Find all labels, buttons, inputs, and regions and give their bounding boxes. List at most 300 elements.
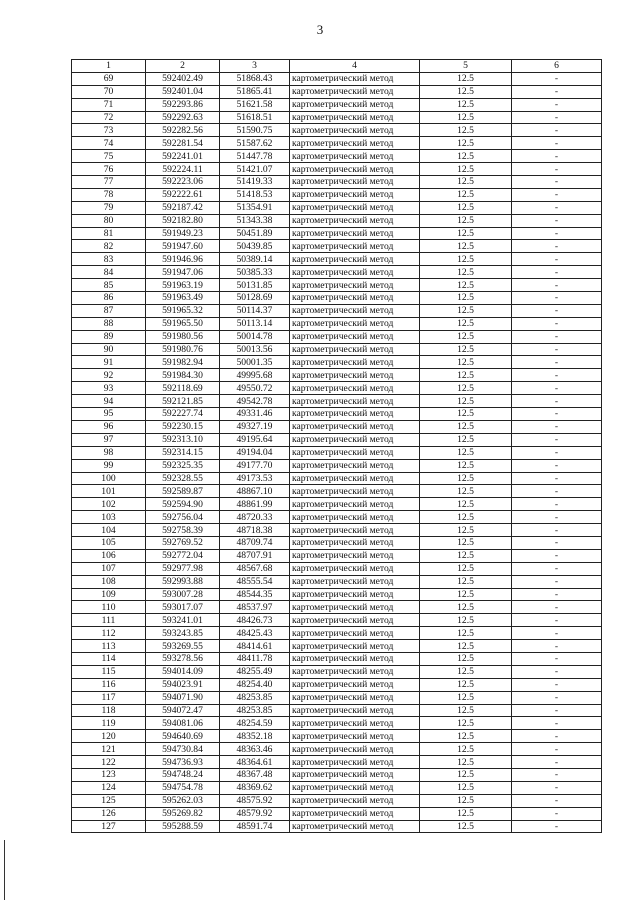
cell-point-number: 91 — [72, 356, 146, 369]
cell-x-coordinate: 594072.47 — [146, 704, 220, 717]
cell-accuracy: 12.5 — [420, 640, 512, 653]
cell-point-number: 95 — [72, 408, 146, 421]
cell-x-coordinate: 594071.90 — [146, 691, 220, 704]
cell-x-coordinate: 595269.82 — [146, 807, 220, 820]
cell-note: - — [512, 369, 602, 382]
cell-accuracy: 12.5 — [420, 446, 512, 459]
table-row — [72, 704, 602, 717]
cell-method: картометрический метод — [290, 408, 420, 421]
cell-method: картометрический метод — [290, 124, 420, 137]
cell-note: - — [512, 201, 602, 214]
cell-y-coordinate: 50128.69 — [220, 292, 290, 305]
cell-x-coordinate: 594023.91 — [146, 678, 220, 691]
table-row — [72, 317, 602, 330]
table-row — [72, 717, 602, 730]
table-row — [72, 343, 602, 356]
cell-method: картометрический метод — [290, 304, 420, 317]
cell-method: картометрический метод — [290, 820, 420, 833]
cell-accuracy: 12.5 — [420, 536, 512, 549]
cell-accuracy: 12.5 — [420, 111, 512, 124]
cell-method: картометрический метод — [290, 756, 420, 769]
cell-note: - — [512, 678, 602, 691]
cell-note: - — [512, 408, 602, 421]
cell-x-coordinate: 591963.49 — [146, 292, 220, 305]
cell-x-coordinate: 592314.15 — [146, 446, 220, 459]
table-row — [72, 794, 602, 807]
cell-accuracy: 12.5 — [420, 756, 512, 769]
cell-note: - — [512, 536, 602, 549]
cell-x-coordinate: 592401.04 — [146, 85, 220, 98]
cell-point-number: 104 — [72, 524, 146, 537]
cell-x-coordinate: 591965.50 — [146, 317, 220, 330]
cell-point-number: 82 — [72, 240, 146, 253]
cell-y-coordinate: 51419.33 — [220, 176, 290, 189]
table-row — [72, 652, 602, 665]
cell-y-coordinate: 51354.91 — [220, 201, 290, 214]
page-edge-line — [4, 840, 5, 900]
cell-method: картометрический метод — [290, 317, 420, 330]
cell-y-coordinate: 49331.46 — [220, 408, 290, 421]
cell-accuracy: 12.5 — [420, 72, 512, 85]
table-row — [72, 549, 602, 562]
cell-method: картометрический метод — [290, 511, 420, 524]
cell-y-coordinate: 50014.78 — [220, 330, 290, 343]
cell-x-coordinate: 591982.94 — [146, 356, 220, 369]
cell-point-number: 90 — [72, 343, 146, 356]
cell-point-number: 113 — [72, 640, 146, 653]
cell-accuracy: 12.5 — [420, 356, 512, 369]
cell-y-coordinate: 51421.07 — [220, 163, 290, 176]
cell-accuracy: 12.5 — [420, 163, 512, 176]
cell-note: - — [512, 253, 602, 266]
cell-y-coordinate: 51621.58 — [220, 98, 290, 111]
cell-y-coordinate: 48567.68 — [220, 562, 290, 575]
cell-accuracy: 12.5 — [420, 304, 512, 317]
cell-point-number: 122 — [72, 756, 146, 769]
cell-x-coordinate: 592222.61 — [146, 188, 220, 201]
cell-method: картометрический метод — [290, 150, 420, 163]
cell-x-coordinate: 592227.74 — [146, 408, 220, 421]
cell-accuracy: 12.5 — [420, 730, 512, 743]
cell-note: - — [512, 807, 602, 820]
cell-point-number: 94 — [72, 395, 146, 408]
table-row — [72, 768, 602, 781]
cell-x-coordinate: 594081.06 — [146, 717, 220, 730]
cell-note: - — [512, 304, 602, 317]
cell-y-coordinate: 48253.85 — [220, 691, 290, 704]
cell-accuracy: 12.5 — [420, 485, 512, 498]
cell-method: картометрический метод — [290, 330, 420, 343]
column-header-2: 2 — [146, 60, 220, 73]
cell-x-coordinate: 594736.93 — [146, 756, 220, 769]
table-row — [72, 214, 602, 227]
cell-y-coordinate: 48720.33 — [220, 511, 290, 524]
cell-note: - — [512, 756, 602, 769]
cell-accuracy: 12.5 — [420, 150, 512, 163]
cell-method: картометрический метод — [290, 369, 420, 382]
cell-point-number: 124 — [72, 781, 146, 794]
cell-point-number: 98 — [72, 446, 146, 459]
cell-y-coordinate: 48867.10 — [220, 485, 290, 498]
cell-accuracy: 12.5 — [420, 794, 512, 807]
header-row — [72, 60, 602, 73]
table-row — [72, 575, 602, 588]
cell-point-number: 121 — [72, 743, 146, 756]
cell-y-coordinate: 48707.91 — [220, 549, 290, 562]
cell-method: картометрический метод — [290, 446, 420, 459]
cell-point-number: 71 — [72, 98, 146, 111]
cell-accuracy: 12.5 — [420, 343, 512, 356]
cell-x-coordinate: 591965.32 — [146, 304, 220, 317]
cell-y-coordinate: 48363.46 — [220, 743, 290, 756]
cell-point-number: 105 — [72, 536, 146, 549]
cell-point-number: 92 — [72, 369, 146, 382]
cell-method: картометрический метод — [290, 524, 420, 537]
cell-note: - — [512, 691, 602, 704]
cell-point-number: 100 — [72, 472, 146, 485]
cell-method: картометрический метод — [290, 652, 420, 665]
cell-point-number: 106 — [72, 549, 146, 562]
table-row — [72, 227, 602, 240]
cell-y-coordinate: 48254.59 — [220, 717, 290, 730]
cell-accuracy: 12.5 — [420, 524, 512, 537]
table-row — [72, 356, 602, 369]
table-row — [72, 588, 602, 601]
cell-note: - — [512, 549, 602, 562]
cell-method: картометрический метод — [290, 691, 420, 704]
cell-method: картометрический метод — [290, 98, 420, 111]
table-row — [72, 98, 602, 111]
cell-x-coordinate: 591963.19 — [146, 279, 220, 292]
cell-x-coordinate: 592282.56 — [146, 124, 220, 137]
column-header-6: 6 — [512, 60, 602, 73]
cell-accuracy: 12.5 — [420, 459, 512, 472]
cell-method: картометрический метод — [290, 743, 420, 756]
cell-y-coordinate: 48426.73 — [220, 614, 290, 627]
cell-point-number: 103 — [72, 511, 146, 524]
cell-x-coordinate: 594014.09 — [146, 665, 220, 678]
cell-point-number: 97 — [72, 433, 146, 446]
cell-point-number: 96 — [72, 420, 146, 433]
cell-note: - — [512, 781, 602, 794]
cell-y-coordinate: 49995.68 — [220, 369, 290, 382]
cell-note: - — [512, 640, 602, 653]
cell-accuracy: 12.5 — [420, 227, 512, 240]
table-row — [72, 85, 602, 98]
cell-note: - — [512, 588, 602, 601]
cell-y-coordinate: 50439.85 — [220, 240, 290, 253]
cell-note: - — [512, 575, 602, 588]
cell-method: картометрический метод — [290, 240, 420, 253]
cell-y-coordinate: 49177.70 — [220, 459, 290, 472]
cell-note: - — [512, 240, 602, 253]
cell-method: картометрический метод — [290, 420, 420, 433]
cell-point-number: 112 — [72, 627, 146, 640]
cell-method: картометрический метод — [290, 562, 420, 575]
cell-method: картометрический метод — [290, 279, 420, 292]
table-row — [72, 743, 602, 756]
cell-accuracy: 12.5 — [420, 652, 512, 665]
cell-point-number: 115 — [72, 665, 146, 678]
table-row — [72, 446, 602, 459]
cell-note: - — [512, 292, 602, 305]
cell-note: - — [512, 704, 602, 717]
cell-x-coordinate: 592223.06 — [146, 176, 220, 189]
cell-y-coordinate: 49327.19 — [220, 420, 290, 433]
cell-note: - — [512, 459, 602, 472]
cell-point-number: 99 — [72, 459, 146, 472]
cell-point-number: 89 — [72, 330, 146, 343]
cell-point-number: 85 — [72, 279, 146, 292]
cell-note: - — [512, 279, 602, 292]
cell-accuracy: 12.5 — [420, 704, 512, 717]
cell-x-coordinate: 592758.39 — [146, 524, 220, 537]
cell-y-coordinate: 48579.92 — [220, 807, 290, 820]
cell-x-coordinate: 591946.96 — [146, 253, 220, 266]
cell-y-coordinate: 51865.41 — [220, 85, 290, 98]
cell-y-coordinate: 48253.85 — [220, 704, 290, 717]
cell-accuracy: 12.5 — [420, 408, 512, 421]
cell-method: картометрический метод — [290, 588, 420, 601]
cell-accuracy: 12.5 — [420, 433, 512, 446]
table-row — [72, 266, 602, 279]
table-row — [72, 176, 602, 189]
table-row — [72, 820, 602, 833]
cell-note: - — [512, 524, 602, 537]
cell-note: - — [512, 730, 602, 743]
cell-x-coordinate: 593241.01 — [146, 614, 220, 627]
table-header — [72, 60, 602, 73]
table-row — [72, 627, 602, 640]
cell-accuracy: 12.5 — [420, 511, 512, 524]
cell-point-number: 108 — [72, 575, 146, 588]
table-row — [72, 756, 602, 769]
cell-method: картометрический метод — [290, 459, 420, 472]
cell-accuracy: 12.5 — [420, 575, 512, 588]
cell-method: картометрический метод — [290, 807, 420, 820]
cell-note: - — [512, 111, 602, 124]
cell-note: - — [512, 317, 602, 330]
cell-y-coordinate: 48861.99 — [220, 498, 290, 511]
cell-note: - — [512, 652, 602, 665]
table-row — [72, 395, 602, 408]
table-row — [72, 188, 602, 201]
cell-note: - — [512, 627, 602, 640]
cell-y-coordinate: 50389.14 — [220, 253, 290, 266]
cell-y-coordinate: 48255.49 — [220, 665, 290, 678]
cell-method: картометрический метод — [290, 614, 420, 627]
cell-x-coordinate: 592230.15 — [146, 420, 220, 433]
column-header-4: 4 — [290, 60, 420, 73]
cell-method: картометрический метод — [290, 794, 420, 807]
cell-note: - — [512, 188, 602, 201]
cell-accuracy: 12.5 — [420, 279, 512, 292]
cell-method: картометрический метод — [290, 85, 420, 98]
cell-accuracy: 12.5 — [420, 781, 512, 794]
cell-x-coordinate: 592589.87 — [146, 485, 220, 498]
cell-method: картометрический метод — [290, 536, 420, 549]
table-row — [72, 137, 602, 150]
cell-accuracy: 12.5 — [420, 330, 512, 343]
cell-point-number: 114 — [72, 652, 146, 665]
cell-accuracy: 12.5 — [420, 124, 512, 137]
cell-note: - — [512, 820, 602, 833]
cell-note: - — [512, 266, 602, 279]
table-row — [72, 459, 602, 472]
cell-y-coordinate: 50451.89 — [220, 227, 290, 240]
cell-point-number: 74 — [72, 137, 146, 150]
cell-accuracy: 12.5 — [420, 627, 512, 640]
cell-note: - — [512, 601, 602, 614]
cell-x-coordinate: 591980.56 — [146, 330, 220, 343]
cell-point-number: 76 — [72, 163, 146, 176]
table-row — [72, 382, 602, 395]
table-row — [72, 485, 602, 498]
cell-x-coordinate: 591947.06 — [146, 266, 220, 279]
cell-note: - — [512, 665, 602, 678]
cell-y-coordinate: 50113.14 — [220, 317, 290, 330]
cell-y-coordinate: 50001.35 — [220, 356, 290, 369]
cell-note: - — [512, 717, 602, 730]
cell-method: картометрический метод — [290, 266, 420, 279]
cell-y-coordinate: 48544.35 — [220, 588, 290, 601]
cell-note: - — [512, 614, 602, 627]
cell-accuracy: 12.5 — [420, 253, 512, 266]
cell-note: - — [512, 227, 602, 240]
cell-y-coordinate: 48555.54 — [220, 575, 290, 588]
cell-x-coordinate: 593007.28 — [146, 588, 220, 601]
cell-y-coordinate: 51343.38 — [220, 214, 290, 227]
cell-x-coordinate: 594748.24 — [146, 768, 220, 781]
table-row — [72, 730, 602, 743]
cell-y-coordinate: 49542.78 — [220, 395, 290, 408]
cell-point-number: 70 — [72, 85, 146, 98]
cell-note: - — [512, 356, 602, 369]
table-row — [72, 330, 602, 343]
cell-accuracy: 12.5 — [420, 601, 512, 614]
cell-note: - — [512, 420, 602, 433]
cell-point-number: 119 — [72, 717, 146, 730]
cell-method: картометрический метод — [290, 395, 420, 408]
cell-accuracy: 12.5 — [420, 201, 512, 214]
table-row — [72, 201, 602, 214]
cell-method: картометрический метод — [290, 72, 420, 85]
cell-y-coordinate: 50131.85 — [220, 279, 290, 292]
table-body — [72, 72, 602, 833]
cell-y-coordinate: 49173.53 — [220, 472, 290, 485]
cell-accuracy: 12.5 — [420, 472, 512, 485]
cell-point-number: 78 — [72, 188, 146, 201]
cell-x-coordinate: 591949.23 — [146, 227, 220, 240]
cell-method: картометрический метод — [290, 485, 420, 498]
cell-accuracy: 12.5 — [420, 137, 512, 150]
table-row — [72, 498, 602, 511]
cell-method: картометрический метод — [290, 227, 420, 240]
cell-point-number: 84 — [72, 266, 146, 279]
cell-method: картометрический метод — [290, 781, 420, 794]
table-row — [72, 640, 602, 653]
cell-point-number: 125 — [72, 794, 146, 807]
cell-x-coordinate: 592325.35 — [146, 459, 220, 472]
cell-x-coordinate: 592594.90 — [146, 498, 220, 511]
cell-method: картометрический метод — [290, 214, 420, 227]
cell-accuracy: 12.5 — [420, 678, 512, 691]
cell-x-coordinate: 592328.55 — [146, 472, 220, 485]
cell-x-coordinate: 592993.88 — [146, 575, 220, 588]
cell-note: - — [512, 498, 602, 511]
cell-method: картометрический метод — [290, 253, 420, 266]
cell-x-coordinate: 592187.42 — [146, 201, 220, 214]
cell-note: - — [512, 343, 602, 356]
table-row — [72, 691, 602, 704]
cell-method: картометрический метод — [290, 601, 420, 614]
cell-y-coordinate: 51618.51 — [220, 111, 290, 124]
cell-note: - — [512, 446, 602, 459]
cell-x-coordinate: 592182.80 — [146, 214, 220, 227]
cell-accuracy: 12.5 — [420, 85, 512, 98]
table-row — [72, 240, 602, 253]
cell-x-coordinate: 592118.69 — [146, 382, 220, 395]
table-row — [72, 163, 602, 176]
cell-x-coordinate: 592224.11 — [146, 163, 220, 176]
cell-accuracy: 12.5 — [420, 562, 512, 575]
cell-x-coordinate: 593269.55 — [146, 640, 220, 653]
cell-point-number: 101 — [72, 485, 146, 498]
cell-x-coordinate: 591984.30 — [146, 369, 220, 382]
cell-note: - — [512, 433, 602, 446]
cell-note: - — [512, 137, 602, 150]
cell-accuracy: 12.5 — [420, 176, 512, 189]
cell-method: картометрический метод — [290, 433, 420, 446]
cell-y-coordinate: 49550.72 — [220, 382, 290, 395]
cell-y-coordinate: 51868.43 — [220, 72, 290, 85]
cell-accuracy: 12.5 — [420, 549, 512, 562]
cell-y-coordinate: 48425.43 — [220, 627, 290, 640]
cell-x-coordinate: 591947.60 — [146, 240, 220, 253]
table-row — [72, 536, 602, 549]
cell-note: - — [512, 150, 602, 163]
cell-note: - — [512, 214, 602, 227]
cell-point-number: 75 — [72, 150, 146, 163]
cell-x-coordinate: 592402.49 — [146, 72, 220, 85]
column-header-5: 5 — [420, 60, 512, 73]
cell-point-number: 123 — [72, 768, 146, 781]
cell-point-number: 111 — [72, 614, 146, 627]
cell-note: - — [512, 124, 602, 137]
cell-accuracy: 12.5 — [420, 214, 512, 227]
cell-y-coordinate: 48254.40 — [220, 678, 290, 691]
cell-accuracy: 12.5 — [420, 691, 512, 704]
cell-x-coordinate: 593243.85 — [146, 627, 220, 640]
cell-point-number: 117 — [72, 691, 146, 704]
cell-note: - — [512, 472, 602, 485]
table-row — [72, 472, 602, 485]
cell-method: картометрический метод — [290, 627, 420, 640]
cell-method: картометрический метод — [290, 382, 420, 395]
cell-accuracy: 12.5 — [420, 665, 512, 678]
cell-y-coordinate: 48709.74 — [220, 536, 290, 549]
cell-method: картометрический метод — [290, 188, 420, 201]
cell-note: - — [512, 176, 602, 189]
cell-point-number: 69 — [72, 72, 146, 85]
cell-accuracy: 12.5 — [420, 382, 512, 395]
table-row — [72, 665, 602, 678]
cell-y-coordinate: 50013.56 — [220, 343, 290, 356]
table-row — [72, 524, 602, 537]
cell-x-coordinate: 591980.76 — [146, 343, 220, 356]
table-row — [72, 304, 602, 317]
cell-y-coordinate: 51447.78 — [220, 150, 290, 163]
